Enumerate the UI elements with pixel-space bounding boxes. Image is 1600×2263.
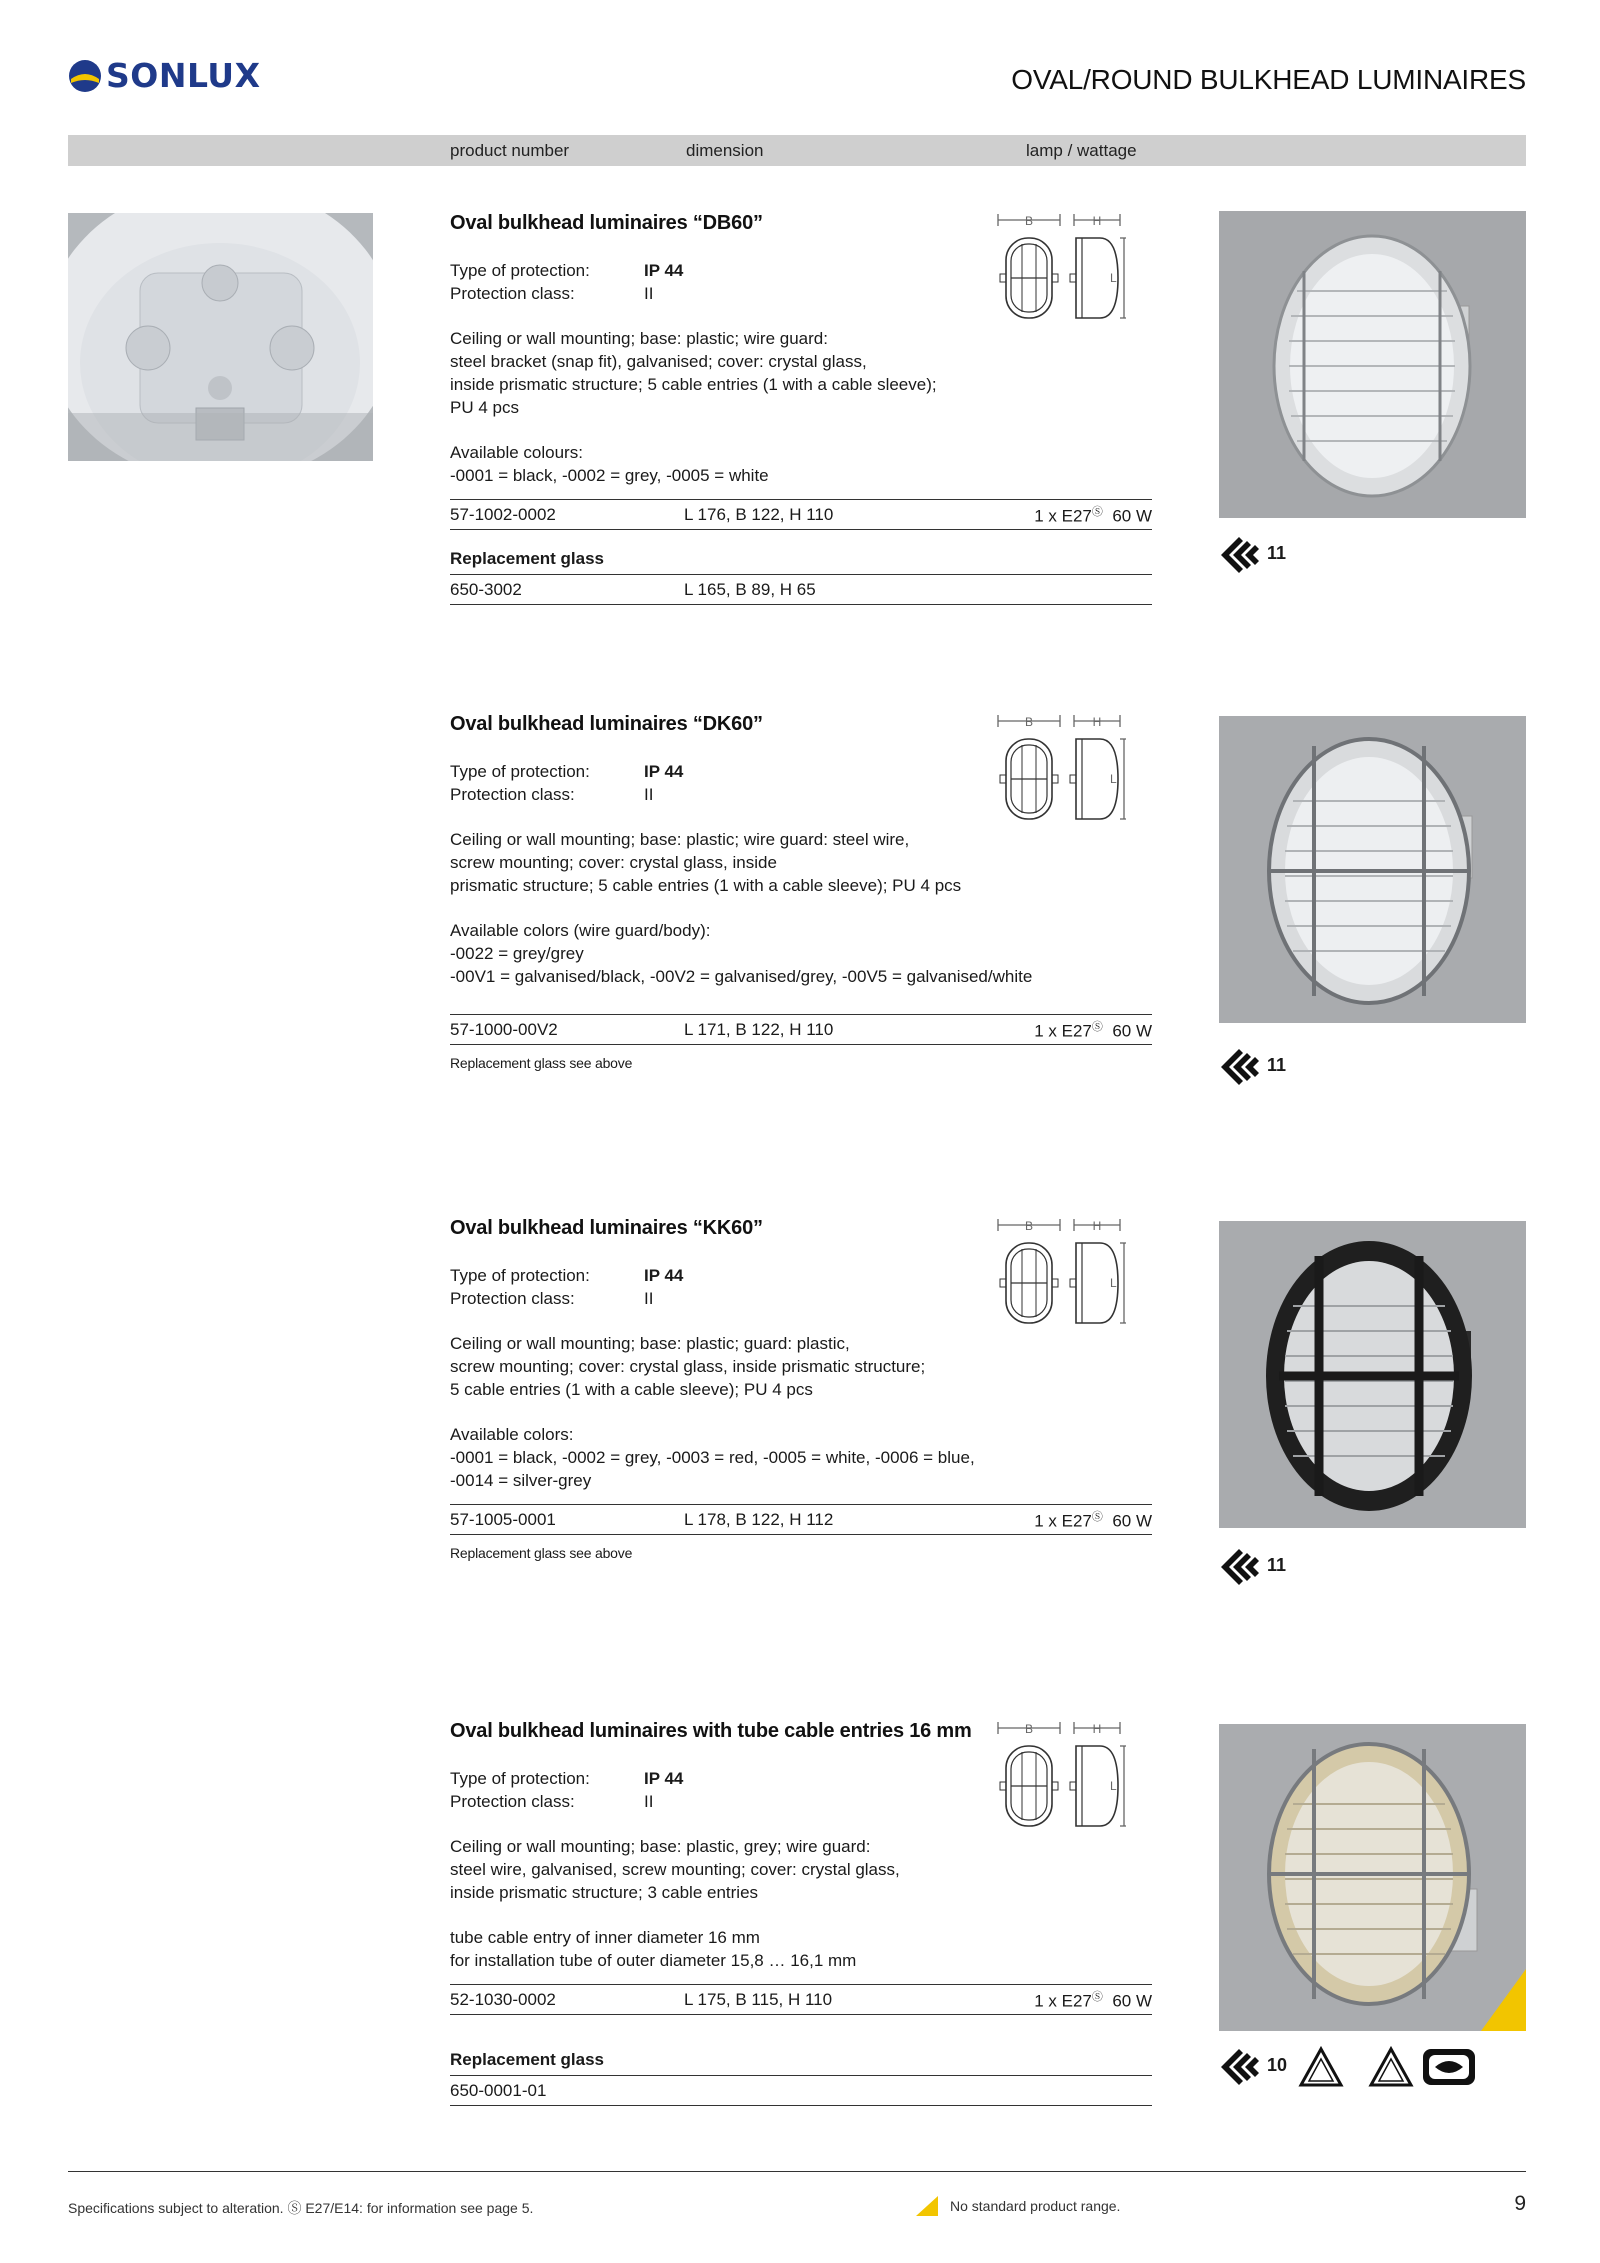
available-colours (450, 441, 1152, 487)
product-dimension: L 175, B 115, H 110 (684, 1989, 833, 2009)
energy-class-number: 10 (1267, 2055, 1288, 2075)
certification-marks (1219, 2045, 1289, 2094)
base-detail-photo (68, 213, 373, 461)
product-title: Oval bulkhead luminaires “DK60” (450, 713, 763, 735)
lamp-wattage (1034, 1508, 1152, 1532)
tube-entry-line: tube cable entry of inner diameter 16 mm (450, 1928, 760, 1947)
description-line: screw mounting; cover: crystal glass, inside (450, 853, 777, 872)
product-dimension: L 176, B 122, H 110 (684, 504, 834, 524)
protection-value: IP 44 (644, 762, 684, 781)
lamp-info-symbol: Ⓢ (1091, 1510, 1103, 1523)
colours-line: -0001 = black, -0002 = grey, -0005 = white (450, 466, 769, 485)
class-label: Protection class: (450, 785, 575, 804)
product-dimension: L 178, B 122, H 112 (684, 1509, 834, 1529)
dimension-drawing (996, 208, 1126, 328)
column-header-lamp-wattage: lamp / wattage (1026, 141, 1137, 160)
sonlux-logo (68, 56, 261, 95)
tube-entry-line: for installation tube of outer diameter 15,8 … 16,1 mm (450, 1951, 857, 1970)
product-description (450, 828, 1152, 897)
colours-heading: Available colors: (450, 1425, 574, 1444)
dimension-drawing (996, 709, 1126, 829)
class-value: II (644, 284, 654, 303)
dimension-l-label: L (1110, 1779, 1117, 1793)
description-line: Ceiling or wall mounting; base: plastic; wire guard: (450, 329, 828, 348)
page-number: 9 (1514, 2192, 1526, 2215)
class-value: II (644, 1792, 654, 1811)
product-data-row (450, 1505, 1152, 1535)
dimension-b-label: B (1024, 1722, 1034, 1736)
description-line: 5 cable entries (1 with a cable sleeve); PU 4 pcs (450, 1380, 813, 1399)
product-title: Oval bulkhead luminaires “DB60” (450, 212, 763, 234)
product-data-row (450, 1985, 1152, 2015)
product-number: 52-1030-0002 (450, 1989, 556, 2009)
vde-gs-mark-icon (1367, 2045, 1415, 2089)
available-colours (450, 919, 1152, 988)
product-dimension: L 171, B 122, H 110 (684, 1019, 834, 1039)
product-description (450, 327, 1152, 419)
energy-class-mark (1219, 533, 1289, 582)
protection-value: IP 44 (644, 1266, 684, 1285)
product-number: 57-1000-00V2 (450, 1019, 558, 1039)
dimension-l-label: L (1110, 1276, 1117, 1290)
description-line: Ceiling or wall mounting; base: plastic, grey; wire guard: (450, 1837, 871, 1856)
replacement-glass-title: Replacement glass (450, 2050, 605, 2069)
description-line: screw mounting; cover: crystal glass, inside prismatic structure; (450, 1357, 926, 1376)
dimension-b-label: B (1024, 715, 1034, 729)
replacement-note: Replacement glass see above (450, 1055, 633, 1071)
footer-legend (916, 2196, 1120, 2216)
product-photo-dk60 (1219, 716, 1526, 1023)
product-photo-kk60 (1219, 1221, 1526, 1528)
class-value: II (644, 1289, 654, 1308)
energy-class-mark (1219, 1045, 1289, 1094)
product-photo-tube-cable (1219, 1724, 1526, 2031)
replacement-data-row (450, 2076, 1152, 2106)
lamp-wattage (1034, 1988, 1152, 2012)
colours-heading: Available colours: (450, 443, 583, 462)
description-line: steel wire, galvanised, screw mounting; cover: crystal glass, (450, 1860, 900, 1879)
product-description (450, 1332, 1152, 1401)
product-title: Oval bulkhead luminaires “KK60” (450, 1217, 763, 1239)
description-line: Ceiling or wall mounting; base: plastic; guard: plastic, (450, 1334, 850, 1353)
lamp-type: 1 x E27 (1034, 1991, 1092, 2011)
dimension-h-label: H (1092, 1722, 1102, 1736)
replacement-data-row (450, 575, 1152, 605)
column-header-product-number: product number (450, 141, 570, 160)
lamp-type: 1 x E27 (1034, 1021, 1092, 1041)
product-title: Oval bulkhead luminaires with tube cable entries 16 mm (450, 1720, 972, 1742)
description-line: inside prismatic structure; 5 cable entries (1 with a cable sleeve); (450, 375, 937, 394)
product-photo-db60 (1219, 211, 1526, 518)
energy-class-number: 11 (1267, 1555, 1287, 1575)
replacement-number: 650-0001-01 (450, 2080, 547, 2100)
dimension-h-label: H (1092, 1219, 1102, 1233)
description-line: steel bracket (snap fit), galvanised; cover: crystal glass, (450, 352, 867, 371)
dimension-drawing (996, 1213, 1126, 1333)
product-description (450, 1835, 1152, 1904)
dimension-h-label: H (1092, 214, 1102, 228)
footer-legend-text: No standard product range. (950, 2198, 1121, 2214)
brand-name: SONLUX (106, 56, 261, 95)
vde-mark-icon (1297, 2045, 1345, 2089)
description-line: inside prismatic structure; 3 cable entries (450, 1883, 759, 1902)
product-data-row (450, 500, 1152, 530)
description-line: PU 4 pcs (450, 398, 519, 417)
wattage: 60 W (1112, 1021, 1152, 1041)
class-label: Protection class: (450, 284, 575, 303)
protection-value: IP 44 (644, 1769, 684, 1788)
available-colours (450, 1423, 1152, 1492)
dimension-b-label: B (1024, 214, 1034, 228)
energy-class-number: 11 (1267, 1055, 1287, 1075)
dimension-l-label: L (1110, 271, 1117, 285)
protection-label: Type of protection: (450, 1266, 590, 1285)
page-title: OVAL/ROUND BULKHEAD LUMINAIRES (1011, 64, 1526, 95)
footer-divider (68, 2171, 1526, 2172)
dimension-b-label: B (1024, 1219, 1034, 1233)
gs-safety-mark-icon (1421, 2047, 1477, 2087)
lamp-type: 1 x E27 (1034, 506, 1092, 526)
wattage: 60 W (1112, 506, 1152, 526)
replacement-dimension: L 165, B 89, H 65 (684, 579, 816, 599)
protection-label: Type of protection: (450, 1769, 590, 1788)
tube-entry-info (450, 1926, 1152, 1972)
lamp-info-symbol: Ⓢ (1091, 1020, 1103, 1033)
protection-label: Type of protection: (450, 261, 590, 280)
class-label: Protection class: (450, 1289, 575, 1308)
replacement-number: 650-3002 (450, 579, 522, 599)
protection-label: Type of protection: (450, 762, 590, 781)
product-data-row (450, 1015, 1152, 1045)
description-line: Ceiling or wall mounting; base: plastic; wire guard: steel wire, (450, 830, 910, 849)
colours-line: -0022 = grey/grey (450, 944, 584, 963)
lamp-info-symbol: Ⓢ (1091, 1990, 1103, 2003)
colours-line: -0014 = silver-grey (450, 1471, 592, 1490)
column-header-dimension: dimension (686, 141, 764, 160)
product-number: 57-1005-0001 (450, 1509, 556, 1529)
replacement-note: Replacement glass see above (450, 1545, 633, 1561)
dimension-drawing (996, 1716, 1126, 1836)
column-header-bar (68, 135, 1526, 166)
wattage: 60 W (1112, 1991, 1152, 2011)
lamp-wattage (1034, 503, 1152, 527)
colours-line: -0001 = black, -0002 = grey, -0003 = red, -0005 = white, -0006 = blue, (450, 1448, 975, 1467)
footer-note: Specifications subject to alteration. Ⓢ E27/E14: for information see page 5. (68, 2200, 534, 2216)
lamp-type: 1 x E27 (1034, 1511, 1092, 1531)
wattage: 60 W (1112, 1511, 1152, 1531)
dimension-h-label: H (1092, 715, 1102, 729)
colours-line: -00V1 = galvanised/black, -00V2 = galvanised/grey, -00V5 = galvanised/white (450, 967, 1033, 986)
lamp-wattage (1034, 1018, 1152, 1042)
protection-value: IP 44 (644, 261, 684, 280)
yellow-triangle-icon (916, 2196, 938, 2216)
energy-class-mark (1219, 1545, 1289, 1594)
dimension-l-label: L (1110, 772, 1117, 786)
replacement-glass-title: Replacement glass (450, 549, 605, 568)
energy-class-number: 11 (1267, 543, 1287, 563)
product-number: 57-1002-0002 (450, 504, 556, 524)
description-line: prismatic structure; 5 cable entries (1 with a cable sleeve); PU 4 pcs (450, 876, 962, 895)
lamp-info-symbol: Ⓢ (1091, 505, 1103, 518)
class-value: II (644, 785, 654, 804)
sonlux-logo-icon (68, 59, 102, 93)
colours-heading: Available colors (wire guard/body): (450, 921, 711, 940)
class-label: Protection class: (450, 1792, 575, 1811)
